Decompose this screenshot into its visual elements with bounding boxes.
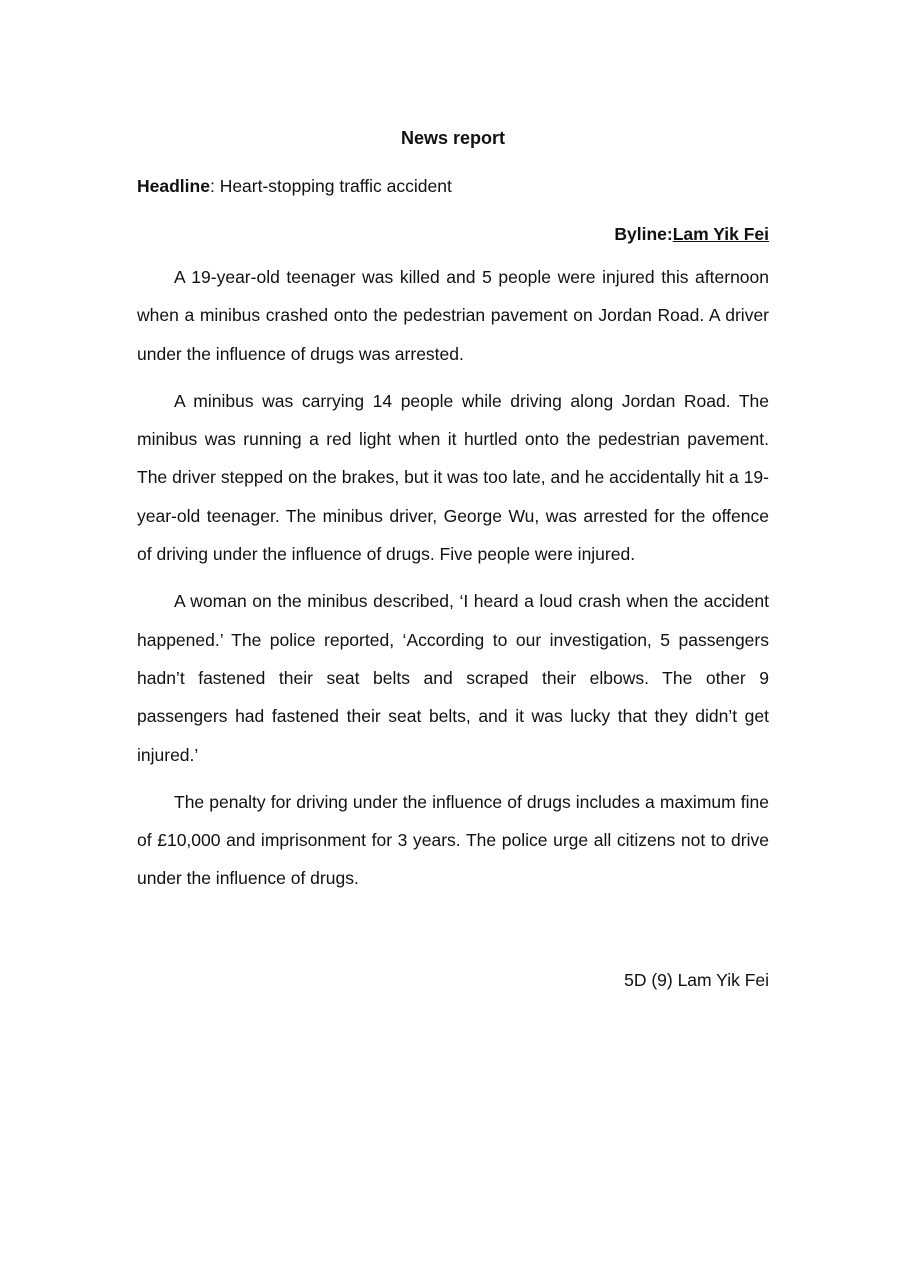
paragraph-1: A 19-year-old teenager was killed and 5 people were injured this afternoon when a minibus crashed onto the pedestrian pavement on Jordan Road. A driver under the influence of drugs was arrested.	[137, 267, 769, 364]
byline-label: Byline:	[614, 224, 673, 244]
document-title: News report	[400, 128, 506, 148]
headline-label: Headline	[137, 176, 210, 196]
document-page	[137, 124, 769, 994]
headline	[137, 172, 769, 200]
byline-name: Lam Yik Fei	[672, 224, 769, 244]
paragraph-2: A minibus was carrying 14 people while driving along Jordan Road. The minibus was running a red light when it hurtled onto the pedestrian pavement. The driver stepped on the brakes, but it was too late, and he accidentally hit a 19-year-old teenager. The minibus driver, George Wu, was arrested for the offence of driving under the influence of drugs. Five people were injured.	[137, 390, 769, 565]
headline-separator: :	[209, 176, 215, 196]
paragraph-4: The penalty for driving under the influence of drugs includes a maximum fine of £10,000 and imprisonment for 3 years. The police urge all citizens not to drive under the influence of drugs.	[137, 791, 769, 889]
author-signature: 5D (9) Lam Yik Fei	[624, 969, 769, 990]
headline-text: Heart-stopping traffic accident	[214, 176, 452, 196]
byline	[137, 220, 769, 248]
paragraph-3: A woman on the minibus described, ‘I heard a loud crash when the accident happened.’ The police reported, ‘According to our investigation, 5 passengers hadn’t fastened their seat belts and scraped their elbows. The other 9 passengers had fastened their seat belts, and it was lucky that they didn’t get injured.’	[137, 591, 769, 765]
